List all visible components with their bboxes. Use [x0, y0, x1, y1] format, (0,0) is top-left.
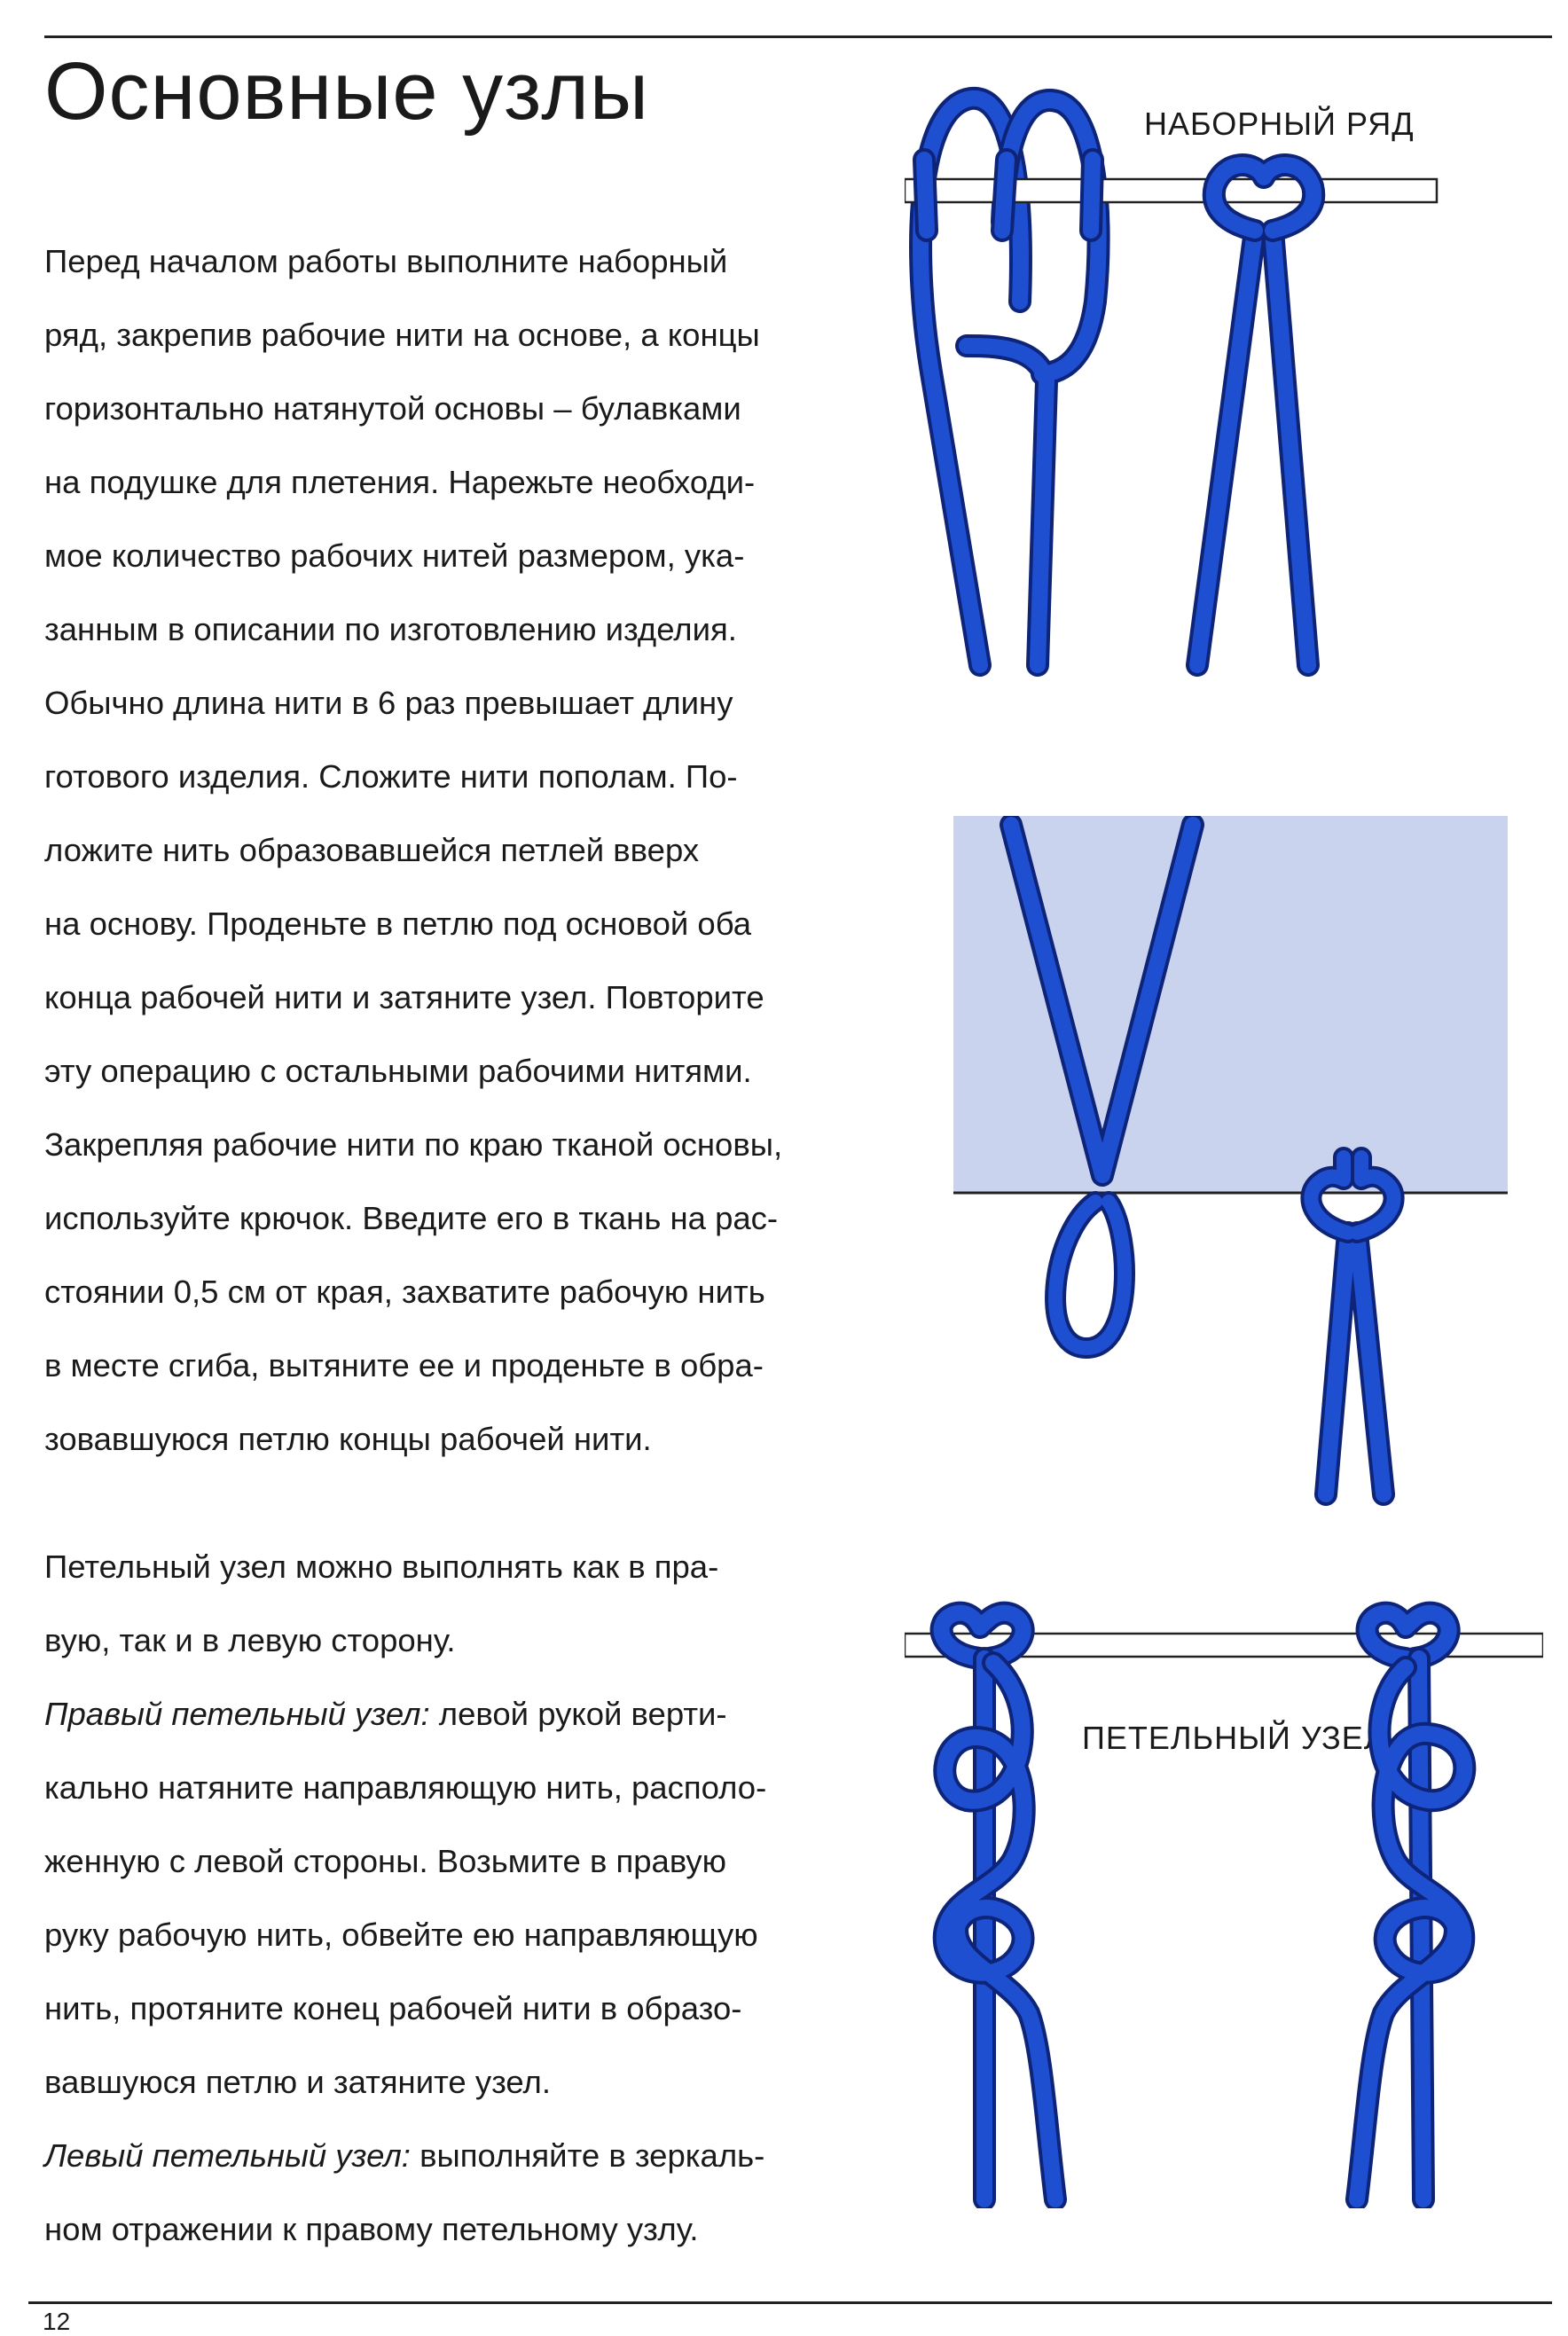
right-knot-text: левой рукой верти-	[429, 1696, 727, 1732]
intro-line: используйте крючок. Введите его в ткань на рас-	[44, 1200, 779, 1236]
intro-line: горизонтально натянутой основы – булавками	[44, 390, 741, 427]
intro-line: занным в описании по изготовлению изделия.	[44, 611, 737, 647]
left-knot-text: выполняйте в зеркаль-	[410, 2137, 765, 2174]
page-title: Основные узлы	[44, 46, 650, 137]
left-knot-line	[44, 2119, 878, 2192]
right-knot-line: кально натяните направляющую нить, располо-	[44, 1769, 767, 1806]
intro-line: ложите нить образовавшейся петлей вверх	[44, 832, 700, 868]
intro-line: конца рабочей нити и затяните узел. Повторите	[44, 979, 764, 1015]
right-knot-line: руку рабочую нить, обвейте ею направляющую	[44, 1917, 758, 1953]
intro-line: на основу. Проденьте в петлю под основой оба	[44, 905, 752, 942]
loop-knot-line: вую, так и в левую сторону.	[44, 1622, 456, 1658]
intro-line: на подушке для плетения. Нарежьте необходи-	[44, 464, 756, 500]
cord-hanging-loop	[1055, 1202, 1125, 1348]
figure-label-loop-knot: ПЕТЕЛЬНЫЙ УЗЕЛ	[1082, 1720, 1386, 1756]
figure-loop-knot	[905, 1596, 1543, 2208]
cord-left-loop-knot	[1357, 1613, 1464, 2199]
intro-text	[44, 224, 878, 1476]
cord-fabric-knot	[1311, 1157, 1393, 1494]
right-knot-line: женную с левой стороны. Возьмите в правую	[44, 1843, 727, 1879]
intro-line: готового изделия. Сложите нити пополам. По-	[44, 758, 738, 795]
right-knot-line: вавшуюся петлю и затяните узел.	[44, 2064, 551, 2100]
bottom-rule	[28, 2301, 1552, 2304]
cord-right-loop-knot	[942, 1613, 1055, 2199]
right-knot-line	[44, 1677, 878, 1751]
intro-line: эту операцию с остальными рабочими нитями.	[44, 1053, 752, 1089]
right-knot-term: Правый петельный узел:	[44, 1696, 430, 1732]
top-rule	[44, 35, 1552, 38]
figure-mounting-row	[905, 80, 1454, 683]
left-knot-term: Левый петельный узел:	[44, 2137, 411, 2174]
intro-line: зовавшуюся петлю концы рабочей нити.	[44, 1421, 652, 1457]
left-knot-line: ном отражении к правому петельному узлу.	[44, 2211, 699, 2247]
loop-knot-line: Петельный узел можно выполнять как в пра-	[44, 1548, 719, 1585]
intro-line: Перед началом работы выполните наборный	[44, 243, 728, 279]
page-number: 12	[43, 2308, 71, 2335]
intro-line: ряд, закрепив рабочие нити на основе, а концы	[44, 317, 760, 353]
intro-line: стоянии 0,5 см от края, захватите рабочую нить	[44, 1274, 765, 1310]
loop-knot-text	[44, 1530, 878, 2266]
cord-right-knot	[1197, 165, 1313, 665]
intro-line: Обычно длина нити в 6 раз превышает длину	[44, 685, 733, 721]
right-knot-line: нить, протяните конец рабочей нити в образо-	[44, 1990, 742, 2026]
intro-line: Закрепляя рабочие нити по краю тканой основы,	[44, 1126, 783, 1163]
intro-line: мое количество рабочих нитей размером, ука-	[44, 537, 745, 574]
intro-line: в месте сгиба, вытяните ее и проденьте в обра-	[44, 1347, 764, 1384]
fabric-panel	[953, 816, 1508, 1193]
figure-fabric-mounting	[953, 816, 1521, 1508]
mounting-rod	[905, 179, 1437, 202]
figure-label-mounting-row: НАБОРНЫЙ РЯД	[1144, 106, 1415, 142]
